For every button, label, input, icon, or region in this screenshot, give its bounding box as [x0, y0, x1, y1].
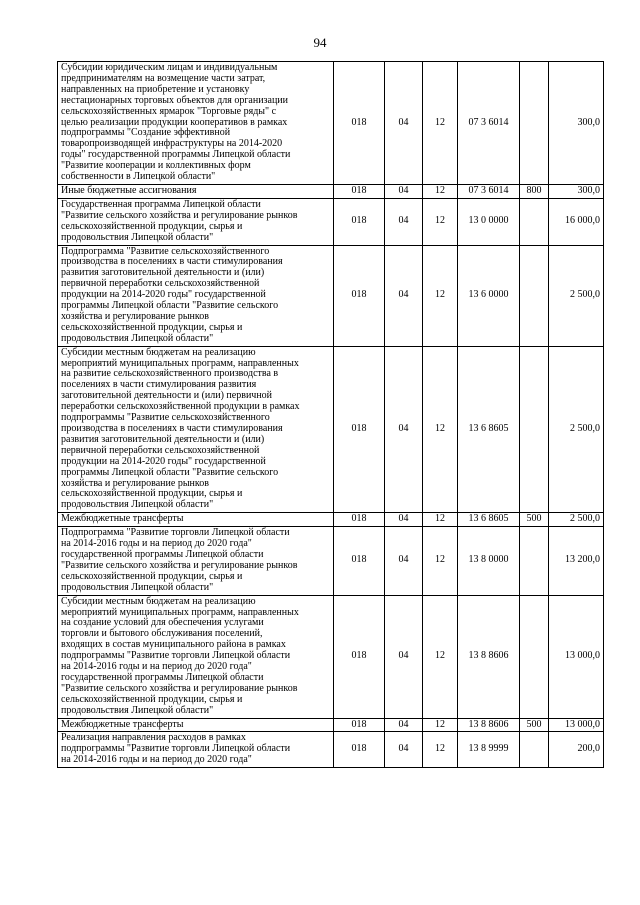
target-code: 13 8 0000 [458, 527, 520, 595]
expense-type-code [520, 595, 549, 718]
section-code: 04 [385, 718, 423, 732]
target-code: 13 8 8606 [458, 718, 520, 732]
table-row [58, 184, 604, 198]
amount: 2 500,0 [549, 513, 604, 527]
admin-code: 018 [334, 595, 385, 718]
target-code: 13 6 0000 [458, 245, 520, 346]
subsection-code: 12 [423, 346, 458, 513]
section-code: 04 [385, 527, 423, 595]
table-row [58, 527, 604, 595]
subsection-code: 12 [423, 184, 458, 198]
table-row [58, 346, 604, 513]
admin-code: 018 [334, 346, 385, 513]
admin-code: 018 [334, 62, 385, 185]
table-row [58, 732, 604, 768]
expense-name: Государственная программа Липецкой области "Развитие сельского хозяйства и регулирование рынков сельскохозяйственной продукции, сырья и продовольствия Липецкой области" [58, 198, 334, 245]
expense-type-code [520, 245, 549, 346]
table-row [58, 198, 604, 245]
section-code: 04 [385, 346, 423, 513]
section-code: 04 [385, 184, 423, 198]
expense-name: Субсидии юридическим лицам и индивидуальным предпринимателям на возмещение части затрат, направленных на приобретение и установку нестационарных торговых объектов для организации сельскохозяйственных ярмарок "Торговые ряды" с целью реализации продукции кооперативов в рамках подпрограммы "Создание эффективной товаропроизводящей инфраструктуры на 2014-2020 годы" государственной программы Липецкой области "Развитие кооперации и коллективных форм собственности в Липецкой области" [58, 62, 334, 185]
amount: 13 000,0 [549, 718, 604, 732]
amount: 2 500,0 [549, 346, 604, 513]
table-row [58, 718, 604, 732]
expense-type-code [520, 346, 549, 513]
section-code: 04 [385, 595, 423, 718]
subsection-code: 12 [423, 513, 458, 527]
expense-type-code [520, 62, 549, 185]
amount: 13 200,0 [549, 527, 604, 595]
expense-type-code [520, 198, 549, 245]
target-code: 13 8 9999 [458, 732, 520, 768]
admin-code: 018 [334, 513, 385, 527]
amount: 200,0 [549, 732, 604, 768]
target-code: 07 3 6014 [458, 184, 520, 198]
section-code: 04 [385, 513, 423, 527]
subsection-code: 12 [423, 245, 458, 346]
expense-name: Подпрограмма "Развитие сельскохозяйственного производства в поселениях в части стимулирования развития заготовительной деятельности и (или) первичной переработки сельскохозяйственной продукции на 2014-2020 годы" государственной программы Липецкой области "Развитие сельского хозяйства и регулирование рынков сельскохозяйственной продукции, сырья и продовольствия Липецкой области" [58, 245, 334, 346]
table-row [58, 595, 604, 718]
subsection-code: 12 [423, 62, 458, 185]
subsection-code: 12 [423, 527, 458, 595]
admin-code: 018 [334, 184, 385, 198]
expense-name: Субсидии местным бюджетам на реализацию мероприятий муниципальных программ, направленных на создание условий для обеспечения услугами торговли и бытового обслуживания поселений, входящих в состав муниципального района в рамках подпрограммы "Развитие торговли Липецкой области на 2014-2016 годы и на период до 2020 года" государственной программы Липецкой области "Развитие сельского хозяйства и регулирование рынков сельскохозяйственной продукции, сырья и продовольствия Липецкой области" [58, 595, 334, 718]
expense-type-code [520, 732, 549, 768]
amount: 16 000,0 [549, 198, 604, 245]
admin-code: 018 [334, 527, 385, 595]
amount: 300,0 [549, 62, 604, 185]
target-code: 13 0 0000 [458, 198, 520, 245]
expense-type-code [520, 527, 549, 595]
section-code: 04 [385, 245, 423, 346]
amount: 2 500,0 [549, 245, 604, 346]
subsection-code: 12 [423, 718, 458, 732]
table-row [58, 62, 604, 185]
subsection-code: 12 [423, 732, 458, 768]
admin-code: 018 [334, 718, 385, 732]
section-code: 04 [385, 62, 423, 185]
expense-name: Субсидии местным бюджетам на реализацию мероприятий муниципальных программ, направленных на развитие сельскохозяйственного производства в поселениях в части стимулирования развития заготовительной деятельности и (или) первичной переработки сельскохозяйственной продукции в рамках подпрограммы "Развитие сельскохозяйственного производства в поселениях в части стимулирования развития заготовительной деятельности и (или) первичной переработки сельскохозяйственной продукции на 2014-2020 годы" государственной программы Липецкой области "Развитие сельского хозяйства и регулирование рынков сельскохозяйственной продукции, сырья и продовольствия Липецкой области" [58, 346, 334, 513]
subsection-code: 12 [423, 595, 458, 718]
expense-type-code: 500 [520, 718, 549, 732]
target-code: 13 6 8605 [458, 346, 520, 513]
amount: 13 000,0 [549, 595, 604, 718]
expense-type-code: 500 [520, 513, 549, 527]
section-code: 04 [385, 732, 423, 768]
section-code: 04 [385, 198, 423, 245]
target-code: 13 8 8606 [458, 595, 520, 718]
admin-code: 018 [334, 245, 385, 346]
expense-name: Реализация направления расходов в рамках подпрограммы "Развитие торговли Липецкой области на 2014-2016 годы и на период до 2020 года" [58, 732, 334, 768]
subsection-code: 12 [423, 198, 458, 245]
target-code: 13 6 8605 [458, 513, 520, 527]
expense-name: Подпрограмма "Развитие торговли Липецкой области на 2014-2016 годы и на период до 2020 года" государственной программы Липецкой области "Развитие сельского хозяйства и регулирование рынков сельскохозяйственной продукции, сырья и продовольствия Липецкой области" [58, 527, 334, 595]
expense-type-code: 800 [520, 184, 549, 198]
target-code: 07 3 6014 [458, 62, 520, 185]
table-row [58, 245, 604, 346]
page-number: 94 [313, 35, 327, 50]
admin-code: 018 [334, 198, 385, 245]
amount: 300,0 [549, 184, 604, 198]
expense-name: Межбюджетные трансферты [58, 718, 334, 732]
admin-code: 018 [334, 732, 385, 768]
table-row [58, 513, 604, 527]
budget-table [57, 61, 604, 768]
expense-name: Межбюджетные трансферты [58, 513, 334, 527]
expense-name: Иные бюджетные ассигнования [58, 184, 334, 198]
